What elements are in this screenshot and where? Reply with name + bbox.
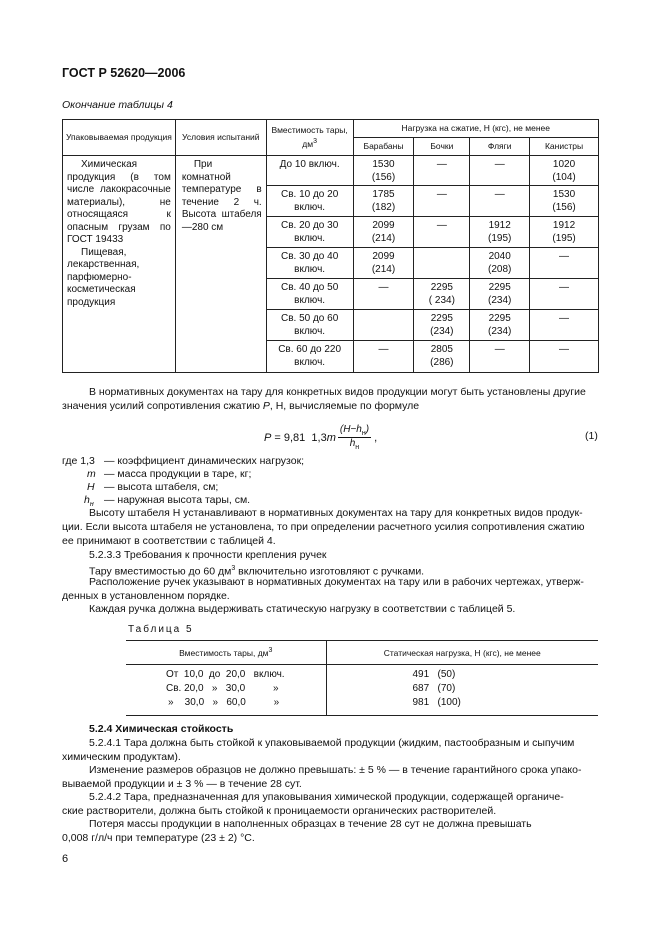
header-capacity: Вместимость тары, $дм^3$	[266, 120, 353, 156]
flasks-cell: —	[470, 341, 530, 373]
flasks-cell: 2295 (234)	[470, 279, 530, 310]
def-h-text: — высота штабеля, см;	[104, 481, 219, 493]
canisters-cell: —	[530, 310, 599, 341]
paragraph-handles-1: Тару вместимостью до 60 $дм^3$ включительно изготовляют с ручками.	[89, 565, 425, 578]
kegs-cell: —	[414, 217, 470, 248]
flasks-cell: 2295 (234)	[470, 310, 530, 341]
paragraph-handles-3: Каждая ручка должна выдерживать статическую нагрузку в соответствии с таблицей 5.	[89, 603, 516, 615]
flasks-cell: —	[470, 186, 530, 217]
def-coef-text: — коэффициент динамических нагрузок;	[104, 455, 305, 467]
capacity-cell: Св. 10 до 20 включ.	[266, 186, 353, 217]
table-5	[126, 640, 598, 716]
paragraph-stack-height-line2: ции. Если высота штабеля не установлена, то при определении расчетного усилия сопротивления сжатию	[62, 521, 585, 533]
section-5-2-4-title: 5.2.4 Химическая стойкость	[89, 723, 234, 735]
table5-header-capacity: Вместимость тары, $дм^3$	[126, 641, 326, 665]
barrels-cell: 2099 (214)	[353, 248, 414, 279]
section-5-2-4-2-line2: ские растворители, должна быть стойкой к проницаемости органических растворителей.	[62, 805, 497, 817]
kegs-cell	[414, 248, 470, 279]
kegs-cell: 2805 (286)	[414, 341, 470, 373]
document-code: ГОСТ Р 52620—2006	[62, 66, 186, 80]
conditions-cell: При комнатной температуре в течение 2 ч. Высота штабеля —280 см	[175, 156, 266, 373]
flasks-cell: 2040 (208)	[470, 248, 530, 279]
paragraph-handles-2-line2: денных в установленном порядке.	[62, 590, 230, 602]
def-coef-symbol: где 1,3	[62, 455, 95, 467]
header-kegs: Бочки	[414, 138, 470, 156]
header-product: Упаковываемая продукция	[63, 120, 176, 156]
paragraph-other-values-line2: значения усилий сопротивления сжатию P, Н, вычисляемые по формуле	[62, 400, 420, 412]
section-5-2-4-1-line2: химическим продуктам).	[62, 751, 181, 763]
capacity-cell: Св. 20 до 30 включ.	[266, 217, 353, 248]
paragraph-stack-height-line1: Высоту штабеля Н устанавливают в нормативных документах на тару для конкретных видов продук-	[89, 507, 583, 519]
paragraph-stack-height-line3: ее принимают в соответствии с таблицей 4.	[62, 535, 276, 547]
flasks-cell: 1912 (195)	[470, 217, 530, 248]
canisters-cell: 1912 (195)	[530, 217, 599, 248]
barrels-cell: 2099 (214)	[353, 217, 414, 248]
canisters-cell: 1020 (104)	[530, 156, 599, 186]
def-hn-symbol: $h_н$	[84, 494, 94, 509]
table5-header-load: Статическая нагрузка, Н (кгс), не менее	[326, 641, 598, 665]
header-barrels: Барабаны	[353, 138, 414, 156]
canisters-cell: 1530 (156)	[530, 186, 599, 217]
barrels-cell	[353, 310, 414, 341]
canisters-cell: —	[530, 248, 599, 279]
def-h-symbol: H	[87, 481, 95, 493]
kegs-cell: 2295 (234)	[414, 310, 470, 341]
section-5-2-4-1-line1: 5.2.4.1 Тара должна быть стойкой к упаковываемой продукции (жидким, пастообразным и сыпучим	[89, 737, 575, 749]
paragraph-mass-loss-line1: Потеря массы продукции в наполненных образцах в течение 28 сут не должна превышать	[89, 818, 532, 830]
barrels-cell: —	[353, 279, 414, 310]
table-5-caption: Таблица 5	[128, 624, 194, 635]
table5-load-cell: 687 (70)	[412, 683, 456, 694]
kegs-cell: —	[414, 156, 470, 186]
capacity-cell: Св. 60 до 220 включ.	[266, 341, 353, 373]
barrels-cell: —	[353, 341, 414, 373]
page-number: 6	[62, 853, 69, 865]
paragraph-other-values-line1: В нормативных документах на тару для конкретных видов продукции могут быть установлены другие	[89, 386, 586, 398]
barrels-cell: 1530 (156)	[353, 156, 414, 186]
paragraph-mass-loss-line2: 0,008 г/л/ч при температуре (23 ± 2) °С.	[62, 832, 255, 844]
header-canisters: Канистры	[530, 138, 599, 156]
capacity-cell: Св. 40 до 50 включ.	[266, 279, 353, 310]
table-4	[62, 119, 599, 373]
def-hn-text: — наружная высота тары, см.	[104, 494, 251, 506]
table-caption: Окончание таблицы 4	[62, 99, 173, 111]
capacity-cell: До 10 включ.	[266, 156, 353, 186]
canisters-cell: —	[530, 341, 599, 373]
header-load: Нагрузка на сжатие, Н (кгс), не менее	[353, 120, 598, 138]
def-m-symbol: m	[87, 468, 96, 480]
section-5-2-3-3: 5.2.3.3 Требования к прочности крепления ручек	[89, 549, 327, 561]
formula: P = 9,81 1,3 m $(H-h_н)$ $h_н$ ,	[264, 424, 378, 451]
table5-capacity-cell: Св. 20,0 » 30,0 »	[126, 682, 326, 696]
flasks-cell: —	[470, 156, 530, 186]
paragraph-size-change-line2: вываемой продукции и ± 3 % — в течение 28 сут.	[62, 778, 302, 790]
formula-number: (1)	[585, 430, 598, 442]
table5-capacity-cell: От 10,0 до 20,0 включ.	[126, 665, 326, 683]
paragraph-size-change-line1: Изменение размеров образцов не должно превышать: ± 5 % — в течение гарантийного срока упако-	[89, 764, 582, 776]
kegs-cell: 2295 ( 234)	[414, 279, 470, 310]
capacity-cell: Св. 30 до 40 включ.	[266, 248, 353, 279]
table5-capacity-cell: » 30,0 » 60,0 »	[126, 696, 326, 716]
header-conditions: Условия испытаний	[175, 120, 266, 156]
product-cell: Химическая продукция (в том числе лакокрасочные материалы), не относящаяся к опасным грузам по ГОСТ 19433 Пищевая, лекарственная, парфюмерно-косметическая продукция	[63, 156, 176, 373]
barrels-cell: 1785 (182)	[353, 186, 414, 217]
kegs-cell: —	[414, 186, 470, 217]
table5-load-cell: 981 (100)	[326, 696, 598, 716]
def-m-text: — масса продукции в таре, кг;	[104, 468, 252, 480]
canisters-cell: —	[530, 279, 599, 310]
section-5-2-4-2-line1: 5.2.4.2 Тара, предназначенная для упаковывания химической продукции, содержащей органиче-	[89, 791, 564, 803]
capacity-cell: Св. 50 до 60 включ.	[266, 310, 353, 341]
header-flasks: Фляги	[470, 138, 530, 156]
table5-load-cell: 491 (50)	[412, 669, 456, 680]
paragraph-handles-2-line1: Расположение ручек указывают в нормативных документах на тару или в рабочих чертежах, утверж-	[89, 576, 584, 588]
